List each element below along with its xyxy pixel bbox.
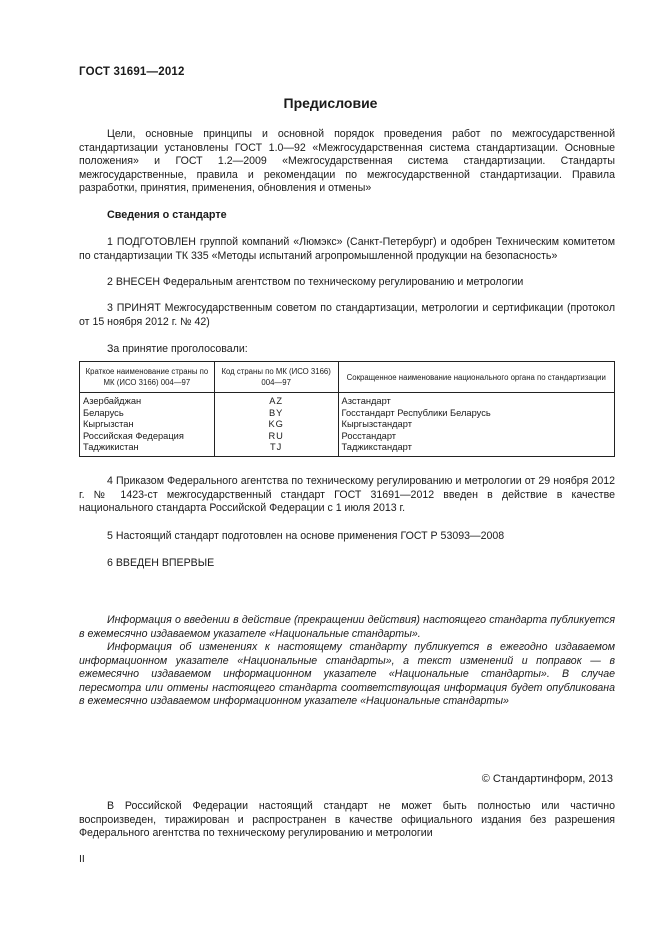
table-row xyxy=(80,442,615,456)
page-title: Предисловие xyxy=(283,95,378,111)
code-cell: BY xyxy=(214,408,338,420)
section-heading: Сведения о стандарте xyxy=(107,209,227,221)
header-body: Сокращенное наименование национального органа по стандартизации xyxy=(338,362,614,393)
header-country: Краткое наименование страны по МК (ИСО 3166) 004—97 xyxy=(80,362,215,393)
item-5 xyxy=(79,530,615,544)
item-2 xyxy=(79,276,615,290)
table-row xyxy=(80,419,615,431)
body-cell: Росстандарт xyxy=(338,431,614,443)
item-5-text: 5 Настоящий стандарт подготовлен на основе применения ГОСТ Р 53093—2008 xyxy=(107,530,505,542)
table-row xyxy=(80,393,615,408)
code-cell: KG xyxy=(214,419,338,431)
country-cell: Таджикистан xyxy=(80,442,215,456)
item-3-text: 3 ПРИНЯТ Межгосударственным советом по стандартизации, метрологии и сертификации (протокол от 15 ноября 2012 г. № 42) xyxy=(79,302,615,328)
country-cell: Азербайджан xyxy=(80,393,215,408)
vote-table xyxy=(79,361,615,457)
table-row xyxy=(80,431,615,443)
item-6 xyxy=(79,557,615,571)
document-code: ГОСТ 31691—2012 xyxy=(79,66,185,78)
legal-text: В Российской Федерации настоящий стандарт не может быть полностью или частично воспроизведен, тиражирован и распространен в качестве официального издания без разрешения Федерального агентства по техническому регулированию и метрологии xyxy=(79,800,615,839)
notice-introduction xyxy=(79,614,615,641)
notice-1-text: Информация о введении в действие (прекращении действия) настоящего стандарта публикуется в ежемесячно издаваемом указателе «Национальные стандарты». xyxy=(79,614,615,640)
code-cell: AZ xyxy=(214,393,338,408)
notice-changes xyxy=(79,641,615,709)
body-cell: Таджикстандарт xyxy=(338,442,614,456)
item-4 xyxy=(79,475,615,516)
code-cell: TJ xyxy=(214,442,338,456)
item-2-text: 2 ВНЕСЕН Федеральным агентством по техническому регулированию и метрологии xyxy=(107,276,524,288)
intro-paragraph xyxy=(79,128,615,196)
country-cell: Кыргызстан xyxy=(80,419,215,431)
legal-notice xyxy=(79,800,615,841)
page-number: II xyxy=(79,853,85,865)
item-1-text: 1 ПОДГОТОВЛЕН группой компаний «Люмэкс» (Санкт-Петербург) и одобрен Техническим комитетом по стандартизации ТК 335 «Методы испытаний агропромышленной продукции на безопасность» xyxy=(79,236,615,262)
notice-2-text: Информация об изменениях к настоящему стандарту публикуется в ежегодно издаваемом информационном указателе «Национальные стандарты», а текст изменений и поправок — в ежемесячно издаваемом информационном указателе «Национальные стандарты». В случае пересмотра или отмены настоящего стандарта соответствующая информация будет опубликована в ежемесячно издаваемом информационном указателе «Национальные стандарты» xyxy=(79,641,615,707)
table-row xyxy=(80,408,615,420)
vote-label: За принятие проголосовали: xyxy=(107,343,248,355)
item-4-text: 4 Приказом Федерального агентства по техническому регулированию и метрологии от 29 ноября 2012 г. № 1423-ст межгосударственный стандарт ГОСТ 31691—2012 введен в действие в качестве национального стандарта Российской Федерации с 1 июля 2013 г. xyxy=(79,475,615,514)
code-cell: RU xyxy=(214,431,338,443)
item-3 xyxy=(79,302,615,329)
item-1 xyxy=(79,236,615,263)
vote-table-header xyxy=(80,362,615,393)
country-cell: Российская Федерация xyxy=(80,431,215,443)
item-6-text: 6 ВВЕДЕН ВПЕРВЫЕ xyxy=(107,557,215,569)
body-cell: Госстандарт Республики Беларусь xyxy=(338,408,614,420)
country-cell: Беларусь xyxy=(80,408,215,420)
copyright: © Стандартинформ, 2013 xyxy=(481,773,613,785)
body-cell: Азстандарт xyxy=(338,393,614,408)
header-code: Код страны по МК (ИСО 3166) 004—97 xyxy=(214,362,338,393)
body-cell: Кыргызстандарт xyxy=(338,419,614,431)
intro-text: Цели, основные принципы и основной порядок проведения работ по межгосударственной стандартизации установлены ГОСТ 1.0—92 «Межгосударственная система стандартизации. Основные положения» и ГОСТ 1.2—2009 «Межгосударственная система стандартизации. Стандарты межгосударственные, правила и рекомендации по межгосударственной стандартизации. Правила разработки, принятия, применения, обновления и отмены» xyxy=(79,128,615,194)
